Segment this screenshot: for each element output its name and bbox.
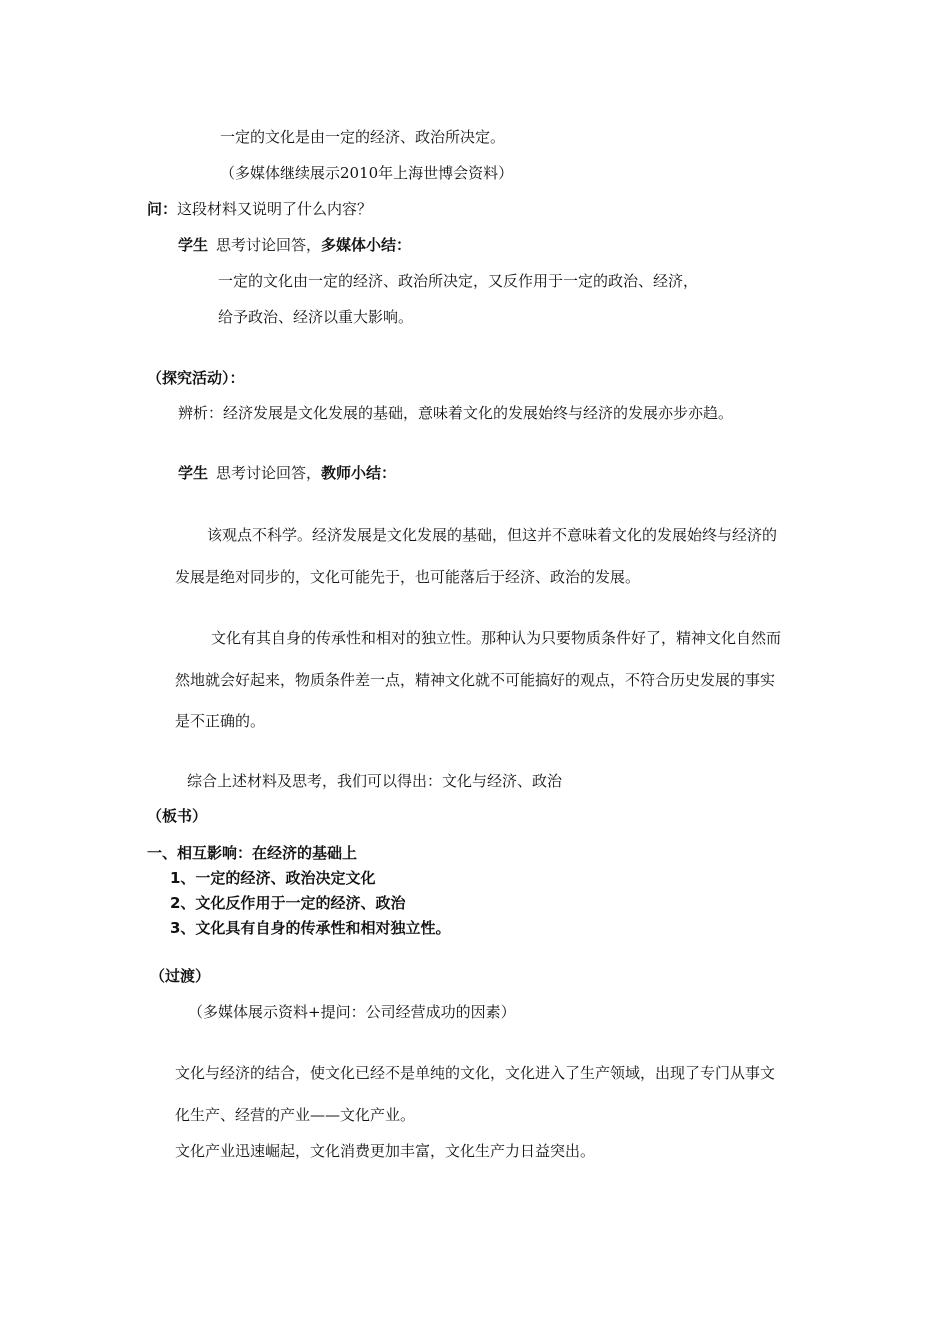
paragraph-text: 化生产、经营的产业——文化产业。 xyxy=(175,1106,416,1124)
question-label: 问： xyxy=(147,200,178,218)
student-line xyxy=(178,463,396,483)
student-label: 学生 xyxy=(178,464,209,482)
summary-label: 教师小结： xyxy=(321,464,397,482)
text-line: 一定的文化是由一定的经济、政治所决定。 xyxy=(220,128,506,146)
board-item: 2、文化反作用于一定的经济、政治 xyxy=(170,894,406,912)
summary-text: 一定的文化由一定的经济、政治所决定，又反作用于一定的政治、经济， xyxy=(218,272,699,290)
paragraph-text: 文化产业迅速崛起，文化消费更加丰富，文化生产力日益突出。 xyxy=(175,1142,596,1160)
paragraph-text: 该观点不科学。经济发展是文化发展的基础，但这并不意味着文化的发展始终与经济的 xyxy=(207,526,778,544)
student-text: 思考讨论回答， xyxy=(216,236,322,254)
summary-label: 多媒体小结： xyxy=(321,236,412,254)
student-line xyxy=(178,235,411,255)
board-heading: 一、相互影响：在经济的基础上 xyxy=(147,844,358,862)
paragraph-text: 文化与经济的结合，使文化已经不是单纯的文化，文化进入了生产领域，出现了专门从事文 xyxy=(175,1064,776,1082)
board-item: 3、文化具有自身的传承性和相对独立性。 xyxy=(170,919,451,937)
debate-text: 辨析：经济发展是文化发展的基础，意味着文化的发展始终与经济的发展亦步亦趋。 xyxy=(178,404,734,422)
question-line xyxy=(147,199,372,219)
question-text: 这段材料又说明了什么内容？ xyxy=(177,200,373,218)
media-text: （多媒体展示资料+提问：公司经营成功的因素） xyxy=(188,1003,516,1021)
section-heading: （探究活动）： xyxy=(147,369,245,387)
student-label: 学生 xyxy=(178,236,209,254)
board-item: 1、一定的经济、政治决定文化 xyxy=(170,869,376,887)
section-heading: （过渡） xyxy=(150,967,211,985)
conclusion-text: 综合上述材料及思考，我们可以得出：文化与经济、政治 xyxy=(187,772,563,790)
summary-text: 给予政治、经济以重大影响。 xyxy=(218,308,414,326)
paragraph-text: 发展是绝对同步的，文化可能先于，也可能落后于经济、政治的发展。 xyxy=(175,568,641,586)
paragraph-text: 然地就会好起来，物质条件差一点，精神文化就不可能搞好的观点，不符合历史发展的事实 xyxy=(175,671,776,689)
text-line: （多媒体继续展示2010年上海世博会资料） xyxy=(220,164,514,182)
section-heading: （板书） xyxy=(147,807,208,825)
paragraph-text: 文化有其自身的传承性和相对的独立性。那种认为只要物质条件好了，精神文化自然而 xyxy=(211,629,782,647)
student-text: 思考讨论回答， xyxy=(216,464,322,482)
paragraph-text: 是不正确的。 xyxy=(175,712,266,730)
